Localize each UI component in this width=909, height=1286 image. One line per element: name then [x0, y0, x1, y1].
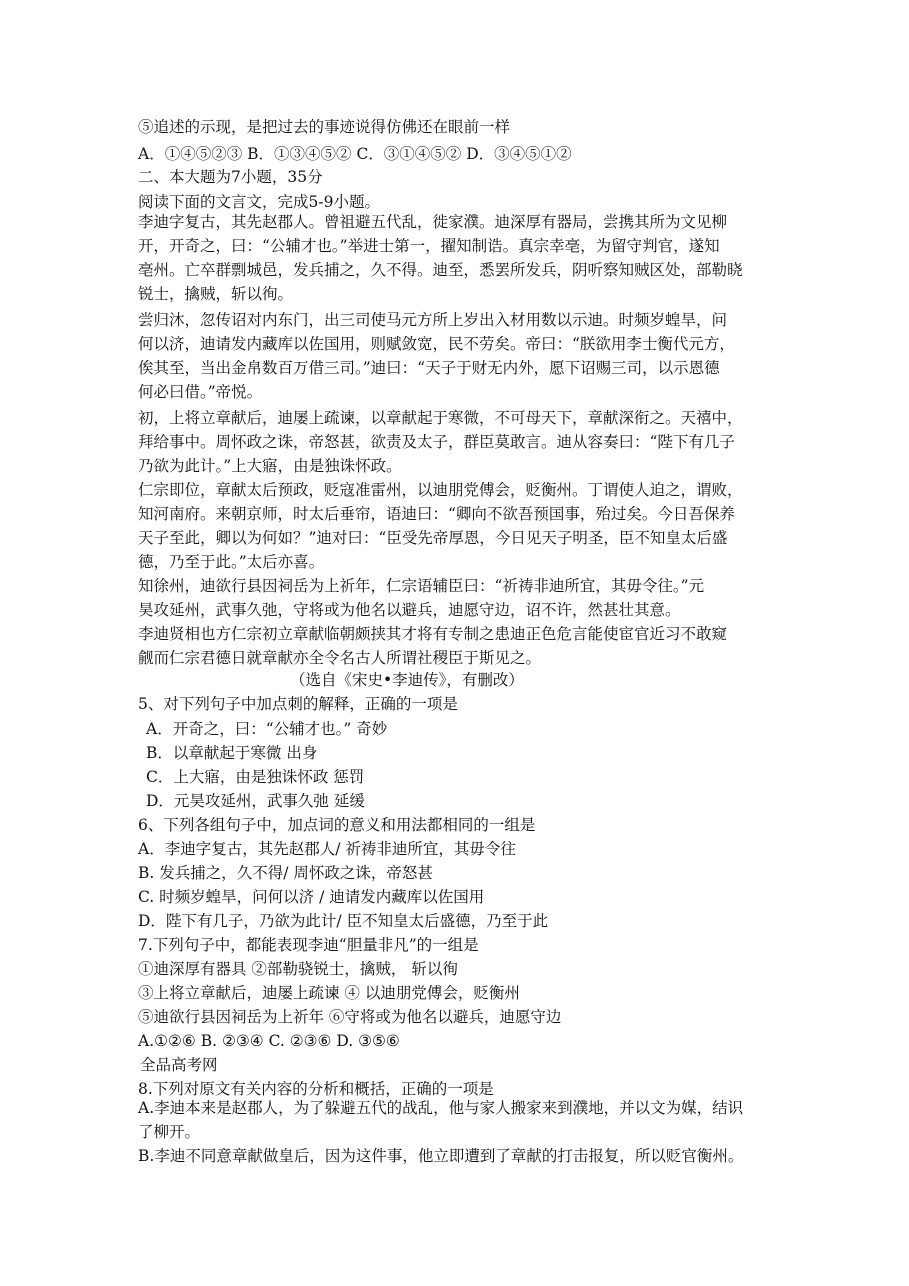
text-line: （选自《宋史•李迪传》，有删改）: [290, 671, 524, 689]
paragraph-line: B.李迪不同意章献做皇后，因为这件事，他立即遭到了章献的打击报复，所以贬官衡州。: [138, 1147, 744, 1165]
paragraph-line: 知徐州，迪欲行县因祠岳为上祈年，仁宗语辅臣曰：“祈祷非迪所宜，其毋令往。”元: [138, 577, 705, 595]
text-line: C. 时频岁蝗旱，问何以济 / 迪请发内藏库以佐国用: [138, 888, 485, 906]
text-line: A．①④⑤②③ B．①③④⑤② C．③①④⑤② D．③④⑤①②: [138, 145, 572, 163]
text-line: 7.下列句子中，都能表现李迪“胆量非凡”的一组是: [138, 936, 479, 954]
text-line: 二、本大题为7小题，35分: [138, 168, 323, 186]
paragraph-line: 何以济，迪请发内藏库以佐国用，则赋敛宽，民不劳矣。帝曰：“朕欲用李士衡代元方，: [138, 335, 735, 353]
paragraph-line: 亳州。亡卒群剽城邑，发兵捕之，久不得。迪至，悉罢所发兵，阴听察知贼区处，部勒晓: [138, 261, 743, 279]
text-line: D．元昊攻延州，武事久弛 延缓: [146, 792, 365, 810]
paragraph-line: 了柳开。: [138, 1123, 201, 1141]
text-line: A.①②⑥ B. ②③④ C. ②③⑥ D. ③⑤⑥: [138, 1032, 400, 1050]
text-line: A．李迪字复古，其先赵郡人/ 祈祷非迪所宜，其毋令往: [138, 840, 516, 858]
paragraph-line: 昊攻延州，武事久弛，守将或为他名以避兵，迪愿守边，诏不许，然甚壮其意。: [138, 601, 681, 619]
text-line: 6、下列各组句子中，加点词的意义和用法都相同的一组是: [138, 816, 536, 834]
text-line: ③上将立章献后，迪屡上疏谏 ④ 以迪朋党傅会，贬衡州: [138, 984, 520, 1002]
text-line: 5、对下列句子中加点刺的解释，正确的一项是: [138, 695, 458, 713]
paragraph-line: 李迪字复古，其先赵郡人。曾祖避五代乱，徙家濮。迪深厚有器局，尝携其所为文见柳: [138, 213, 728, 231]
text-line: ⑤追述的示现，是把过去的事迹说得仿佛还在眼前一样: [138, 118, 511, 136]
text-line: C．上大寤，由是独诛怀政 惩罚: [146, 768, 365, 786]
paragraph-line: 知河南府。来朝京师，时太后垂帘，语迪曰：“卿向不欲吾预国事，殆过矣。今日吾保养: [138, 505, 735, 523]
paragraph-line: 初，上将立章献后，迪屡上疏谏，以章献起于寒微，不可母天下，章献深衔之。天禧中，: [138, 409, 743, 427]
paragraph-line: 天子至此，卿以为何如？”迪对曰：“臣受先帝厚恩，今日见天子明圣，臣不知皇太后盛: [138, 529, 728, 547]
text-line: 全品高考网: [140, 1056, 218, 1074]
text-line: B. 发兵捕之，久不得/ 周怀政之诛，帝怒甚: [138, 864, 433, 882]
paragraph-line: 何必曰借。”帝悦。: [138, 383, 263, 401]
text-line: D．陛下有几子，乃欲为此计/ 臣不知皇太后盛德，乃至于此: [138, 912, 549, 930]
text-line: ⑤迪欲行县因祠岳为上祈年 ⑥守将或为他名以避兵，迪愿守边: [138, 1008, 562, 1026]
paragraph-line: 李迪贤相也方仁宗初立章献临朝颇挟其才将有专制之患迪正色危言能使宦官近习不敢窥: [138, 625, 728, 643]
paragraph-line: 德，乃至于此。”太后亦喜。: [138, 553, 325, 571]
text-line: ①迪深厚有器具 ②部勒骁锐士，擒贼， 斩以徇: [138, 960, 458, 978]
paragraph-line: 开，开奇之，曰：“公辅才也。”举进士第一，擢知制诰。真宗幸亳，为留守判官，遂知: [138, 237, 720, 255]
paragraph-line: 仁宗即位，章献太后预政，贬寇准雷州，以迪朋党傅会，贬衡州。丁谓使人迫之，谓败，: [138, 481, 743, 499]
paragraph-line: 拜给事中。周怀政之诛，帝怒甚，欲责及太子，群臣莫敢言。迪从容奏曰：“陛下有几子: [138, 433, 735, 451]
paragraph-line: 锐士，擒贼，斩以徇。: [138, 285, 294, 303]
paragraph-line: 乃欲为此计。”上大寤，由是独诛怀政。: [138, 457, 402, 475]
paragraph-line: 俟其至，当出金帛数百万借三司。”迪曰：“天子于财无内外，愿下诏赐三司，以示恩德: [138, 359, 720, 377]
paragraph-line: A.李迪本来是赵郡人，为了躲避五代的战乱，他与家人搬家来到濮地，并以文为媒，结识: [138, 1099, 744, 1117]
text-line: B．以章献起于寒微 出身: [146, 744, 318, 762]
text-line: 8.下列对原文有关内容的分析和概括，正确的一项是: [138, 1080, 494, 1098]
text-line: 阅读下面的文言文，完成5-9小题。: [138, 193, 380, 211]
paragraph-line: 尝归沐，忽传诏对内东门，出三司使马元方所上岁出入材用数以示迪。时频岁蝗旱，问: [138, 311, 728, 329]
paragraph-line: 觎而仁宗君德日就章献亦全令名古人所谓社稷臣于斯见之。: [138, 649, 542, 667]
text-line: A．开奇之，曰：“公辅才也。” 奇妙: [146, 720, 388, 738]
